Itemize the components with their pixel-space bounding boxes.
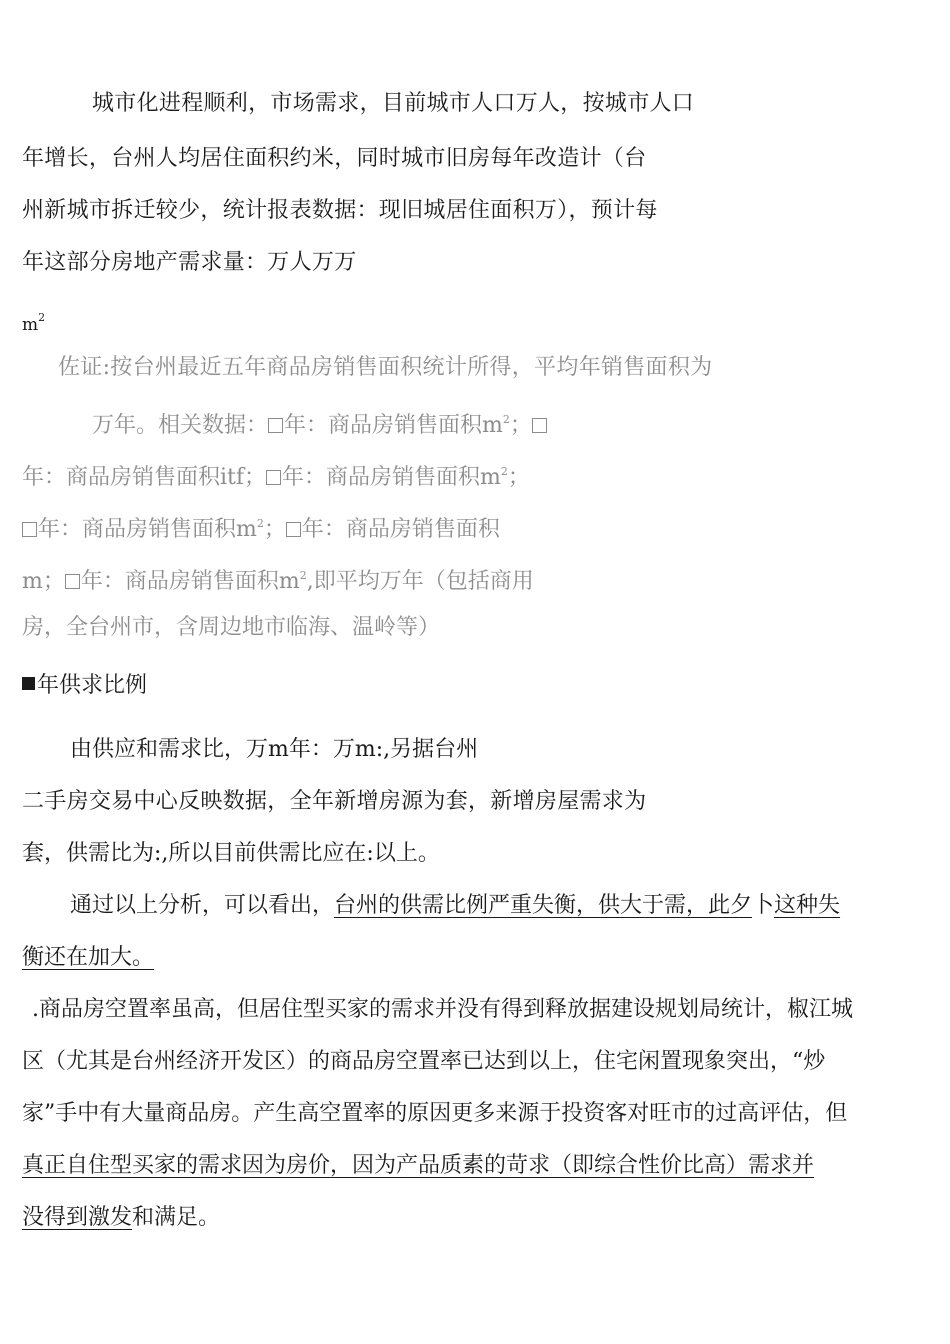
para2-line6: 房，全台州市，含周边地市临海、温岭等）	[22, 615, 441, 640]
underlined-text: 这种失	[774, 893, 841, 918]
missing-char-box	[22, 522, 37, 537]
para1-line4: 年这部分房地产需求量：万人万万	[22, 250, 357, 275]
para2-line2	[92, 406, 548, 440]
para5-line2: 区（尤其是台州经济开发区）的商品房空置率已达到以上，住宅闲置现象突出，“炒	[22, 1049, 826, 1074]
section-heading	[22, 672, 147, 700]
para5-line5	[22, 1204, 220, 1232]
para2-text: 年：商品房销售面积m	[284, 413, 503, 438]
para2-line1: 佐证:按台州最近五年商品房销售面积统计所得，平均年销售面积为	[58, 355, 713, 380]
para5-line4	[22, 1152, 814, 1180]
missing-char-box	[266, 470, 281, 485]
para2-text: 年：商品房销售面积itf；	[22, 465, 267, 490]
superscript-2: 2	[38, 311, 46, 324]
superscript-2: 2	[256, 517, 264, 530]
para3-line2: 二手房交易中心反映数据，全年新增房源为套，新增房屋需求为	[22, 789, 647, 814]
superscript-2: 2	[502, 413, 510, 426]
para5-text: 和满足。	[132, 1205, 221, 1230]
para2-text: ；	[509, 413, 532, 438]
para2-line3	[22, 458, 530, 492]
underlined-text: 没得到激发	[22, 1205, 133, 1230]
para2-text: 万年。相关数据：	[92, 413, 269, 438]
superscript-2: 2	[500, 465, 508, 478]
para4-line2	[22, 944, 154, 972]
para2-text: 年：商品房销售面积m	[38, 517, 257, 542]
para2-text: ；	[263, 517, 286, 542]
para2-text: m；	[22, 569, 65, 594]
para3-line1: 由供应和需求比，万m年：万m:,另据台州	[70, 737, 479, 762]
para1-line2: 年增长，台州人均居住面积约米，同时城市旧房每年改造计（台	[22, 146, 647, 171]
para2-line5	[22, 562, 534, 596]
square-bullet-icon	[22, 677, 35, 690]
para2-text: 年：商品房销售面积	[301, 517, 500, 542]
underlined-text: 台州的供需比例严重失衡，供大于需，此夕	[334, 893, 753, 918]
missing-char-box	[268, 418, 283, 433]
para2-text: ,即平均万年（包括商用	[306, 569, 534, 594]
missing-char-box	[532, 418, 547, 433]
para3-line3: 套，供需比为:,所以目前供需比应在:以上。	[22, 841, 440, 866]
para1-line5	[22, 304, 45, 339]
para2-line4	[22, 510, 500, 544]
underlined-text: 衡还在加大。	[22, 945, 155, 970]
para1-line1: 城市化进程顺利，市场需求，目前城市人口万人，按城市人口	[92, 91, 695, 116]
para4-text: 通过以上分析，可以看出，	[70, 893, 335, 918]
para5-line1: .商品房空置率虽高，但居住型买家的需求并没有得到释放据建设规划局统计，椒江城	[32, 997, 853, 1022]
missing-char-box	[65, 574, 80, 589]
para2-text: ；	[507, 465, 530, 490]
para2-text: 年：商品房销售面积m	[80, 569, 300, 594]
para5-line3: 家”手中有大量商品房。产生高空置率的原因更多来源于投资客对旺市的过高评估，但	[22, 1101, 848, 1126]
para1-line3: 州新城市拆迁较少，统计报表数据：现旧城居住面积万），预计每	[22, 198, 658, 223]
para4-line1	[70, 892, 840, 920]
para4-text: 卜	[752, 893, 775, 918]
unit-m: m	[22, 315, 39, 335]
heading-text: 年供求比例	[37, 673, 148, 698]
missing-char-box	[286, 522, 301, 537]
underlined-text: 真正自住型买家的需求因为房价，因为产品质素的苛求（即综合性价比高）需求并	[22, 1153, 815, 1178]
superscript-2: 2	[299, 569, 307, 582]
para2-text: 年：商品房销售面积m	[282, 465, 501, 490]
